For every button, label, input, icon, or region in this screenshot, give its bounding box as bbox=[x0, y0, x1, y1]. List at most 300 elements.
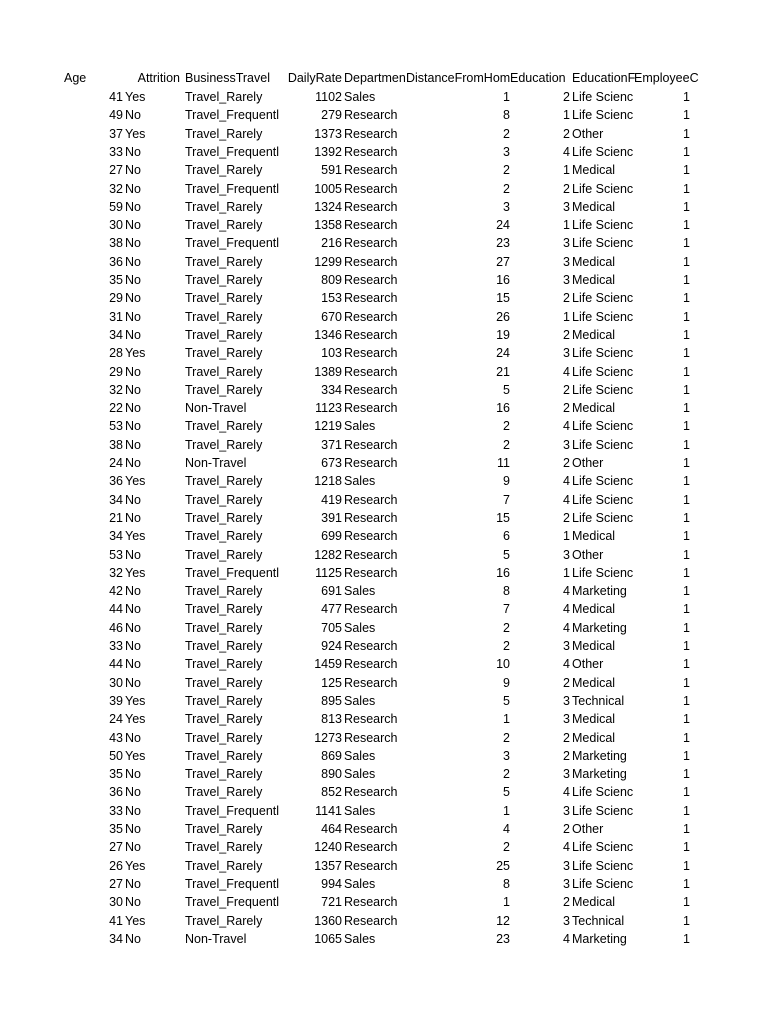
cell-business-travel[interactable]: Travel_Rarely bbox=[185, 657, 263, 672]
cell-education[interactable]: 1 bbox=[563, 529, 570, 544]
cell-department[interactable]: Research bbox=[344, 840, 398, 855]
cell-department[interactable]: Research bbox=[344, 108, 398, 123]
cell-employee-count[interactable]: 1 bbox=[683, 712, 690, 727]
cell-age[interactable]: 36 bbox=[109, 254, 123, 269]
cell-education-field[interactable]: Marketing bbox=[572, 620, 627, 635]
cell-attrition[interactable]: Yes bbox=[125, 126, 146, 141]
cell-business-travel[interactable]: Travel_Frequentl bbox=[185, 108, 280, 123]
cell-daily-rate[interactable]: 699 bbox=[321, 529, 342, 544]
cell-age[interactable]: 38 bbox=[109, 437, 123, 452]
cell-education[interactable]: 4 bbox=[563, 474, 570, 489]
cell-age[interactable]: 27 bbox=[109, 876, 123, 891]
cell-education-field[interactable]: Life Scienc bbox=[572, 840, 634, 855]
cell-employee-count[interactable]: 1 bbox=[683, 639, 690, 653]
header-age[interactable]: Age bbox=[64, 71, 87, 85]
cell-business-travel[interactable]: Travel_Rarely bbox=[185, 840, 263, 855]
cell-daily-rate[interactable]: 1459 bbox=[314, 657, 342, 672]
header-daily-rate[interactable]: DailyRate bbox=[287, 71, 342, 85]
cell-department[interactable]: Research bbox=[344, 529, 398, 544]
cell-daily-rate[interactable]: 1065 bbox=[314, 931, 342, 946]
cell-age[interactable]: 30 bbox=[109, 675, 123, 690]
cell-education-field[interactable]: Life Scienc bbox=[572, 876, 634, 891]
cell-education[interactable]: 3 bbox=[563, 236, 570, 251]
cell-department[interactable]: Research bbox=[344, 327, 398, 342]
cell-daily-rate[interactable]: 1005 bbox=[314, 181, 342, 196]
cell-education-field[interactable]: Other bbox=[572, 547, 604, 562]
cell-attrition[interactable]: Yes bbox=[125, 693, 146, 708]
cell-daily-rate[interactable]: 1102 bbox=[315, 90, 342, 104]
cell-employee-count[interactable]: 1 bbox=[683, 492, 690, 507]
cell-attrition[interactable]: No bbox=[125, 181, 141, 196]
cell-age[interactable]: 44 bbox=[109, 602, 123, 617]
cell-daily-rate[interactable]: 1360 bbox=[314, 913, 342, 928]
cell-distance[interactable]: 15 bbox=[496, 291, 510, 306]
cell-employee-count[interactable]: 1 bbox=[683, 785, 690, 800]
cell-business-travel[interactable]: Travel_Rarely bbox=[185, 364, 263, 379]
cell-age[interactable]: 38 bbox=[109, 236, 123, 251]
cell-department[interactable]: Sales bbox=[344, 474, 376, 489]
cell-employee-count[interactable]: 1 bbox=[683, 218, 690, 233]
cell-department[interactable]: Research bbox=[344, 273, 398, 287]
cell-education[interactable]: 3 bbox=[563, 712, 570, 727]
cell-business-travel[interactable]: Travel_Rarely bbox=[185, 785, 263, 800]
cell-distance[interactable]: 3 bbox=[503, 748, 510, 763]
cell-education[interactable]: 2 bbox=[563, 895, 570, 910]
cell-business-travel[interactable]: Travel_Rarely bbox=[185, 712, 263, 727]
cell-education[interactable]: 2 bbox=[563, 401, 570, 416]
cell-department[interactable]: Research bbox=[344, 346, 398, 361]
cell-employee-count[interactable]: 1 bbox=[683, 474, 690, 489]
cell-education[interactable]: 2 bbox=[563, 126, 570, 141]
cell-education-field[interactable]: Medical bbox=[572, 639, 616, 653]
cell-daily-rate[interactable]: 890 bbox=[321, 767, 342, 782]
cell-daily-rate[interactable]: 1389 bbox=[314, 364, 342, 379]
cell-education[interactable]: 4 bbox=[563, 785, 570, 800]
cell-employee-count[interactable]: 1 bbox=[683, 913, 690, 928]
cell-attrition[interactable]: No bbox=[125, 620, 141, 635]
cell-department[interactable]: Research bbox=[344, 236, 398, 251]
cell-distance[interactable]: 25 bbox=[496, 858, 510, 873]
cell-employee-count[interactable]: 1 bbox=[683, 108, 690, 123]
cell-department[interactable]: Research bbox=[344, 163, 398, 178]
cell-education[interactable]: 3 bbox=[563, 876, 570, 891]
cell-distance[interactable]: 23 bbox=[496, 931, 510, 946]
cell-daily-rate[interactable]: 1346 bbox=[314, 327, 342, 342]
cell-distance[interactable]: 10 bbox=[496, 657, 510, 672]
cell-education-field[interactable]: Medical bbox=[572, 712, 616, 727]
cell-daily-rate[interactable]: 1373 bbox=[314, 126, 342, 141]
cell-attrition[interactable]: No bbox=[125, 876, 141, 891]
cell-attrition[interactable]: No bbox=[125, 931, 141, 946]
cell-daily-rate[interactable]: 464 bbox=[321, 822, 342, 836]
cell-department[interactable]: Research bbox=[344, 291, 398, 306]
cell-age[interactable]: 59 bbox=[109, 199, 123, 214]
cell-education-field[interactable]: Other bbox=[572, 822, 604, 836]
cell-attrition[interactable]: No bbox=[125, 437, 141, 452]
cell-department[interactable]: Sales bbox=[344, 748, 376, 763]
cell-age[interactable]: 43 bbox=[109, 730, 123, 745]
cell-department[interactable]: Research bbox=[344, 181, 398, 196]
cell-distance[interactable]: 1 bbox=[503, 895, 510, 910]
cell-employee-count[interactable]: 1 bbox=[683, 456, 690, 470]
cell-education[interactable]: 3 bbox=[563, 437, 570, 452]
cell-age[interactable]: 34 bbox=[109, 931, 123, 946]
cell-age[interactable]: 53 bbox=[109, 547, 123, 562]
cell-distance[interactable]: 3 bbox=[503, 144, 510, 159]
cell-employee-count[interactable]: 1 bbox=[683, 364, 690, 379]
cell-attrition[interactable]: No bbox=[125, 492, 141, 507]
cell-attrition[interactable]: No bbox=[125, 767, 141, 782]
cell-business-travel[interactable]: Travel_Rarely bbox=[185, 90, 263, 104]
cell-education-field[interactable]: Medical bbox=[572, 529, 616, 544]
cell-education-field[interactable]: Technical bbox=[572, 913, 625, 928]
cell-employee-count[interactable]: 1 bbox=[683, 822, 690, 836]
cell-daily-rate[interactable]: 1282 bbox=[314, 547, 342, 562]
header-department[interactable]: Departmen bbox=[344, 71, 406, 85]
cell-department[interactable]: Research bbox=[344, 492, 398, 507]
cell-attrition[interactable]: No bbox=[125, 803, 141, 818]
cell-education[interactable]: 3 bbox=[563, 803, 570, 818]
cell-employee-count[interactable]: 1 bbox=[683, 236, 690, 251]
cell-department[interactable]: Sales bbox=[344, 876, 376, 891]
cell-education[interactable]: 2 bbox=[563, 730, 570, 745]
cell-business-travel[interactable]: Travel_Rarely bbox=[185, 492, 263, 507]
cell-daily-rate[interactable]: 1273 bbox=[314, 730, 342, 745]
cell-employee-count[interactable]: 1 bbox=[683, 126, 690, 141]
cell-distance[interactable]: 3 bbox=[503, 199, 510, 214]
cell-education-field[interactable]: Life Scienc bbox=[572, 419, 634, 434]
cell-attrition[interactable]: No bbox=[125, 382, 141, 397]
cell-business-travel[interactable]: Travel_Frequentl bbox=[185, 895, 280, 910]
cell-education-field[interactable]: Life Scienc bbox=[572, 510, 634, 525]
cell-education-field[interactable]: Life Scienc bbox=[572, 346, 634, 361]
cell-business-travel[interactable]: Travel_Rarely bbox=[185, 584, 263, 599]
cell-education-field[interactable]: Life Scienc bbox=[572, 309, 634, 324]
cell-department[interactable]: Research bbox=[344, 657, 398, 672]
cell-education-field[interactable]: Life Scienc bbox=[572, 785, 634, 800]
cell-business-travel[interactable]: Travel_Rarely bbox=[185, 529, 263, 544]
cell-employee-count[interactable]: 1 bbox=[683, 620, 690, 635]
cell-distance[interactable]: 23 bbox=[496, 236, 510, 251]
cell-department[interactable]: Research bbox=[344, 126, 398, 141]
cell-employee-count[interactable]: 1 bbox=[683, 730, 690, 745]
cell-employee-count[interactable]: 1 bbox=[683, 840, 690, 855]
cell-employee-count[interactable]: 1 bbox=[683, 254, 690, 269]
cell-employee-count[interactable]: 1 bbox=[683, 748, 690, 763]
cell-employee-count[interactable]: 1 bbox=[683, 675, 690, 690]
cell-education[interactable]: 2 bbox=[563, 181, 570, 196]
cell-education[interactable]: 2 bbox=[563, 510, 570, 525]
cell-business-travel[interactable]: Travel_Rarely bbox=[185, 602, 263, 617]
cell-attrition[interactable]: No bbox=[125, 510, 141, 525]
cell-age[interactable]: 37 bbox=[109, 126, 123, 141]
cell-employee-count[interactable]: 1 bbox=[683, 876, 690, 891]
cell-education[interactable]: 3 bbox=[563, 639, 570, 653]
cell-education-field[interactable]: Medical bbox=[572, 254, 616, 269]
cell-education[interactable]: 4 bbox=[563, 144, 570, 159]
cell-education-field[interactable]: Other bbox=[572, 657, 604, 672]
cell-education[interactable]: 4 bbox=[563, 364, 570, 379]
cell-attrition[interactable]: No bbox=[125, 401, 141, 416]
cell-education[interactable]: 2 bbox=[563, 291, 570, 306]
cell-attrition[interactable]: No bbox=[125, 895, 141, 910]
cell-age[interactable]: 30 bbox=[109, 895, 123, 910]
cell-employee-count[interactable]: 1 bbox=[683, 510, 690, 525]
cell-business-travel[interactable]: Travel_Rarely bbox=[185, 620, 263, 635]
cell-education-field[interactable]: Marketing bbox=[572, 767, 627, 782]
cell-education[interactable]: 4 bbox=[563, 657, 570, 672]
cell-age[interactable]: 34 bbox=[109, 327, 123, 342]
cell-education-field[interactable]: Life Scienc bbox=[572, 803, 634, 818]
cell-distance[interactable]: 15 bbox=[496, 510, 510, 525]
cell-department[interactable]: Research bbox=[344, 547, 398, 562]
cell-employee-count[interactable]: 1 bbox=[683, 327, 690, 342]
cell-age[interactable]: 50 bbox=[109, 748, 123, 763]
cell-business-travel[interactable]: Travel_Rarely bbox=[185, 291, 263, 306]
cell-attrition[interactable]: No bbox=[125, 657, 141, 672]
cell-department[interactable]: Sales bbox=[344, 584, 376, 599]
cell-employee-count[interactable]: 1 bbox=[683, 346, 690, 361]
cell-age[interactable]: 32 bbox=[109, 181, 123, 196]
cell-employee-count[interactable]: 1 bbox=[683, 565, 690, 580]
cell-daily-rate[interactable]: 419 bbox=[321, 492, 342, 507]
cell-distance[interactable]: 7 bbox=[503, 492, 510, 507]
cell-age[interactable]: 49 bbox=[109, 108, 123, 123]
cell-attrition[interactable]: No bbox=[125, 584, 141, 599]
cell-education[interactable]: 4 bbox=[563, 492, 570, 507]
cell-daily-rate[interactable]: 994 bbox=[321, 876, 342, 891]
cell-age[interactable]: 22 bbox=[109, 401, 123, 416]
cell-business-travel[interactable]: Travel_Rarely bbox=[185, 419, 263, 434]
cell-education-field[interactable]: Life Scienc bbox=[572, 218, 634, 233]
cell-education-field[interactable]: Marketing bbox=[572, 584, 627, 599]
cell-age[interactable]: 36 bbox=[109, 785, 123, 800]
cell-business-travel[interactable]: Travel_Rarely bbox=[185, 675, 263, 690]
cell-daily-rate[interactable]: 1324 bbox=[314, 199, 342, 214]
cell-employee-count[interactable]: 1 bbox=[683, 767, 690, 782]
cell-age[interactable]: 31 bbox=[109, 309, 123, 324]
cell-department[interactable]: Sales bbox=[344, 419, 376, 434]
cell-department[interactable]: Research bbox=[344, 565, 398, 580]
cell-employee-count[interactable]: 1 bbox=[683, 895, 690, 910]
cell-business-travel[interactable]: Travel_Rarely bbox=[185, 437, 263, 452]
cell-department[interactable]: Sales bbox=[344, 803, 376, 818]
cell-education[interactable]: 3 bbox=[563, 767, 570, 782]
cell-distance[interactable]: 1 bbox=[503, 90, 510, 104]
cell-daily-rate[interactable]: 125 bbox=[321, 675, 342, 690]
cell-distance[interactable]: 19 bbox=[496, 327, 510, 342]
cell-education-field[interactable]: Other bbox=[572, 456, 604, 470]
cell-daily-rate[interactable]: 1392 bbox=[314, 144, 342, 159]
cell-attrition[interactable]: No bbox=[125, 822, 141, 836]
cell-education-field[interactable]: Technical bbox=[572, 693, 625, 708]
cell-education-field[interactable]: Life Scienc bbox=[572, 474, 634, 489]
cell-business-travel[interactable]: Travel_Rarely bbox=[185, 474, 263, 489]
cell-education-field[interactable]: Medical bbox=[572, 163, 616, 178]
cell-department[interactable]: Research bbox=[344, 218, 398, 233]
cell-age[interactable]: 32 bbox=[109, 565, 123, 580]
cell-attrition[interactable]: No bbox=[125, 144, 141, 159]
cell-education[interactable]: 4 bbox=[563, 620, 570, 635]
cell-age[interactable]: 21 bbox=[109, 510, 123, 525]
cell-daily-rate[interactable]: 691 bbox=[321, 584, 342, 599]
cell-education-field[interactable]: Life Scienc bbox=[572, 291, 634, 306]
cell-daily-rate[interactable]: 371 bbox=[321, 437, 342, 452]
cell-department[interactable]: Research bbox=[344, 785, 398, 800]
cell-attrition[interactable]: Yes bbox=[125, 913, 146, 928]
cell-age[interactable]: 27 bbox=[109, 163, 123, 178]
cell-education[interactable]: 2 bbox=[563, 675, 570, 690]
header-education[interactable]: Education bbox=[510, 71, 566, 85]
cell-education[interactable]: 2 bbox=[563, 456, 570, 470]
cell-employee-count[interactable]: 1 bbox=[683, 309, 690, 324]
cell-age[interactable]: 36 bbox=[109, 474, 123, 489]
cell-education-field[interactable]: Marketing bbox=[572, 748, 627, 763]
cell-business-travel[interactable]: Travel_Rarely bbox=[185, 510, 263, 525]
cell-department[interactable]: Research bbox=[344, 858, 398, 873]
cell-department[interactable]: Sales bbox=[344, 931, 376, 946]
cell-attrition[interactable]: Yes bbox=[125, 90, 146, 104]
cell-education-field[interactable]: Medical bbox=[572, 675, 616, 690]
cell-business-travel[interactable]: Travel_Rarely bbox=[185, 273, 263, 287]
cell-age[interactable]: 34 bbox=[109, 529, 123, 544]
cell-daily-rate[interactable]: 852 bbox=[321, 785, 342, 800]
cell-business-travel[interactable]: Travel_Rarely bbox=[185, 382, 263, 397]
cell-age[interactable]: 34 bbox=[109, 492, 123, 507]
cell-education[interactable]: 3 bbox=[563, 273, 570, 287]
cell-attrition[interactable]: No bbox=[125, 675, 141, 690]
cell-distance[interactable]: 2 bbox=[503, 181, 510, 196]
cell-education[interactable]: 3 bbox=[563, 199, 570, 214]
cell-daily-rate[interactable]: 216 bbox=[321, 236, 342, 251]
cell-daily-rate[interactable]: 1357 bbox=[314, 858, 342, 873]
cell-distance[interactable]: 6 bbox=[503, 529, 510, 544]
cell-business-travel[interactable]: Travel_Rarely bbox=[185, 309, 263, 324]
cell-employee-count[interactable]: 1 bbox=[683, 858, 690, 873]
cell-attrition[interactable]: Yes bbox=[125, 529, 146, 544]
cell-business-travel[interactable]: Non-Travel bbox=[185, 931, 247, 946]
cell-age[interactable]: 30 bbox=[109, 218, 123, 233]
cell-education-field[interactable]: Life Scienc bbox=[572, 108, 634, 123]
cell-daily-rate[interactable]: 670 bbox=[321, 309, 342, 324]
cell-attrition[interactable]: No bbox=[125, 327, 141, 342]
cell-education-field[interactable]: Medical bbox=[572, 199, 616, 214]
cell-education[interactable]: 1 bbox=[563, 108, 570, 123]
cell-daily-rate[interactable]: 279 bbox=[321, 108, 342, 123]
cell-education-field[interactable]: Other bbox=[572, 126, 604, 141]
cell-employee-count[interactable]: 1 bbox=[683, 547, 690, 562]
cell-distance[interactable]: 1 bbox=[503, 803, 510, 818]
cell-age[interactable]: 33 bbox=[109, 803, 123, 818]
cell-attrition[interactable]: No bbox=[125, 236, 141, 251]
cell-education[interactable]: 4 bbox=[563, 840, 570, 855]
cell-distance[interactable]: 1 bbox=[503, 712, 510, 727]
header-business-travel[interactable]: BusinessTravel bbox=[185, 71, 270, 85]
header-attrition[interactable]: Attrition bbox=[137, 71, 180, 85]
cell-attrition[interactable]: No bbox=[125, 254, 141, 269]
cell-age[interactable]: 28 bbox=[109, 346, 123, 361]
cell-business-travel[interactable]: Non-Travel bbox=[185, 456, 247, 470]
cell-education-field[interactable]: Medical bbox=[572, 273, 616, 287]
cell-business-travel[interactable]: Non-Travel bbox=[185, 401, 247, 416]
cell-employee-count[interactable]: 1 bbox=[683, 181, 690, 196]
cell-distance[interactable]: 27 bbox=[496, 254, 510, 269]
cell-business-travel[interactable]: Travel_Rarely bbox=[185, 346, 263, 361]
cell-business-travel[interactable]: Travel_Rarely bbox=[185, 327, 263, 342]
cell-department[interactable]: Research bbox=[344, 199, 398, 214]
cell-education[interactable]: 1 bbox=[563, 565, 570, 580]
cell-distance[interactable]: 24 bbox=[496, 218, 510, 233]
cell-distance[interactable]: 12 bbox=[496, 913, 510, 928]
cell-attrition[interactable]: No bbox=[125, 419, 141, 434]
cell-age[interactable]: 32 bbox=[109, 382, 123, 397]
cell-department[interactable]: Research bbox=[344, 456, 398, 470]
cell-business-travel[interactable]: Travel_Rarely bbox=[185, 767, 263, 782]
header-distance[interactable]: DistanceFromHom bbox=[406, 71, 511, 85]
cell-business-travel[interactable]: Travel_Frequentl bbox=[185, 144, 280, 159]
cell-employee-count[interactable]: 1 bbox=[683, 163, 690, 178]
cell-education[interactable]: 2 bbox=[563, 822, 570, 836]
header-education-field[interactable]: EducationF bbox=[572, 71, 636, 85]
cell-education[interactable]: 4 bbox=[563, 419, 570, 434]
cell-attrition[interactable]: No bbox=[125, 785, 141, 800]
cell-attrition[interactable]: No bbox=[125, 108, 141, 123]
cell-attrition[interactable]: No bbox=[125, 163, 141, 178]
cell-daily-rate[interactable]: 924 bbox=[321, 639, 342, 653]
cell-employee-count[interactable]: 1 bbox=[683, 602, 690, 617]
cell-daily-rate[interactable]: 895 bbox=[321, 693, 342, 708]
cell-daily-rate[interactable]: 103 bbox=[321, 346, 342, 361]
cell-education-field[interactable]: Life Scienc bbox=[572, 492, 634, 507]
cell-employee-count[interactable]: 1 bbox=[683, 199, 690, 214]
cell-distance[interactable]: 2 bbox=[503, 767, 510, 782]
cell-department[interactable]: Research bbox=[344, 913, 398, 928]
cell-department[interactable]: Research bbox=[344, 639, 398, 653]
cell-age[interactable]: 33 bbox=[109, 639, 123, 653]
cell-daily-rate[interactable]: 591 bbox=[321, 163, 342, 178]
cell-distance[interactable]: 9 bbox=[503, 474, 510, 489]
cell-distance[interactable]: 5 bbox=[503, 547, 510, 562]
cell-distance[interactable]: 5 bbox=[503, 693, 510, 708]
cell-business-travel[interactable]: Travel_Rarely bbox=[185, 199, 263, 214]
cell-education-field[interactable]: Medical bbox=[572, 895, 616, 910]
cell-daily-rate[interactable]: 721 bbox=[321, 895, 342, 910]
cell-daily-rate[interactable]: 673 bbox=[321, 456, 342, 470]
cell-attrition[interactable]: No bbox=[125, 291, 141, 306]
cell-business-travel[interactable]: Travel_Rarely bbox=[185, 163, 263, 178]
cell-age[interactable]: 24 bbox=[109, 456, 123, 470]
cell-attrition[interactable]: No bbox=[125, 456, 141, 470]
cell-distance[interactable]: 24 bbox=[496, 346, 510, 361]
cell-distance[interactable]: 8 bbox=[503, 876, 510, 891]
cell-business-travel[interactable]: Travel_Rarely bbox=[185, 693, 263, 708]
cell-department[interactable]: Research bbox=[344, 602, 398, 617]
cell-attrition[interactable]: Yes bbox=[125, 565, 146, 580]
cell-attrition[interactable]: No bbox=[125, 199, 141, 214]
cell-business-travel[interactable]: Travel_Rarely bbox=[185, 254, 263, 269]
cell-education[interactable]: 4 bbox=[563, 931, 570, 946]
cell-distance[interactable]: 16 bbox=[496, 401, 510, 416]
cell-employee-count[interactable]: 1 bbox=[683, 693, 690, 708]
cell-attrition[interactable]: No bbox=[125, 602, 141, 617]
cell-age[interactable]: 41 bbox=[109, 90, 123, 104]
cell-attrition[interactable]: No bbox=[125, 840, 141, 855]
cell-distance[interactable]: 8 bbox=[503, 108, 510, 123]
cell-employee-count[interactable]: 1 bbox=[683, 584, 690, 599]
cell-daily-rate[interactable]: 705 bbox=[321, 620, 342, 635]
cell-distance[interactable]: 2 bbox=[503, 840, 510, 855]
cell-employee-count[interactable]: 1 bbox=[683, 419, 690, 434]
